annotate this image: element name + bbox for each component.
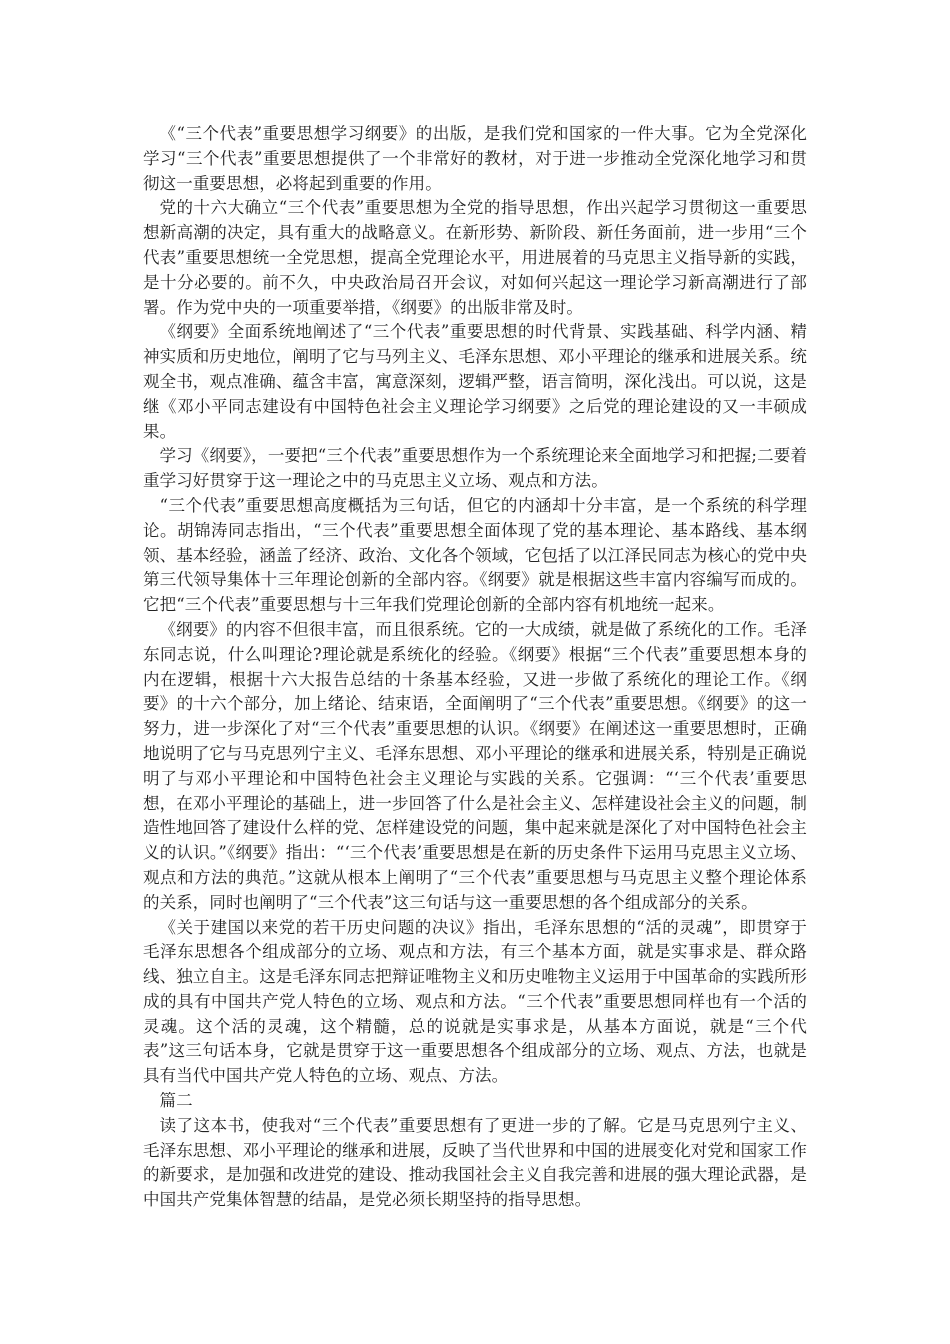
paragraph-4: 学习《纲要》，一要把“三个代表”重要思想作为一个系统理论来全面地学习和把握;二要着重学习好贯穿于这一理论之中的马克思主义立场、观点和方法。 bbox=[143, 446, 807, 491]
paragraph-6: 《纲要》的内容不但很丰富，而且很系统。它的一大成绩，就是做了系统化的工作。毛泽东同志说，什么叫理论?理论就是系统化的经验。《纲要》根据“三个代表”重要思想本身的内在逻辑，根据十六大报告总结的十条基本经验，又进一步做了系统化的理论工作。《纲要》的十六个部分，加上绪论、结束语，全面阐明了“三个代表”重要思想。《纲要》的这一努力，进一步深化了对“三个代表”重要思想的认识。《纲要》在阐述这一重要思想时，正确地说明了它与马克思列宁主义、毛泽东思想、邓小平理论的继承和进展关系，特别是正确说明了与邓小平理论和中国特色社会主义理论与实践的关系。它强调：“‘三个代表’重要思想，在邓小平理论的基础上，进一步回答了什么是社会主义、怎样建设社会主义的问题，制造性地回答了建设什么样的党、怎样建设党的问题，集中起来就是深化了对中国特色社会主义的认识。”《纲要》指出：“‘三个代表’重要思想是在新的历史条件下运用马克思主义立场、观点和方法的典范。”这就从根本上阐明了“三个代表”重要思想与马克思主义整个理论体系的关系，同时也阐明了“三个代表”这三句话与这一重要思想的各个组成部分的关系。 bbox=[143, 619, 807, 912]
section-heading-part-two: 篇二 bbox=[159, 1091, 193, 1111]
paragraph-5: “三个代表”重要思想高度概括为三句话，但它的内涵却十分丰富，是一个系统的科学理论。胡锦涛同志指出，“三个代表”重要思想全面体现了党的基本理论、基本路线、基本纲领、基本经验，涵盖了经济、政治、文化各个领域，它包括了以江泽民同志为核心的党中央第三代领导集体十三年理论创新的全部内容。《纲要》就是根据这些丰富内容编写而成的。它把“三个代表”重要思想与十三年我们党理论创新的全部内容有机地统一起来。 bbox=[143, 495, 807, 615]
paragraph-8: 读了这本书，使我对“三个代表”重要思想有了更进一步的了解。它是马克思列宁主义、毛泽东思想、邓小平理论的继承和进展，反映了当代世界和中国的进展变化对党和国家工作的新要求，是加强和改进党的建设、推动我国社会主义自我完善和进展的强大理论武器，是中国共产党集体智慧的结晶，是党必须长期坚持的指导思想。 bbox=[143, 1115, 807, 1210]
paragraph-3: 《纲要》全面系统地阐述了“三个代表”重要思想的时代背景、实践基础、科学内涵、精神实质和历史地位，阐明了它与马列主义、毛泽东思想、邓小平理论的继承和进展关系。统观全书，观点准确、蕴含丰富，寓意深刻，逻辑严整，语言简明，深化浅出。可以说，这是继《邓小平同志建设有中国特色社会主义理论学习纲要》之后党的理论建设的又一丰硕成果。 bbox=[143, 322, 807, 441]
paragraph-1: 《“三个代表”重要思想学习纲要》的出版，是我们党和国家的一件大事。它为全党深化学习“三个代表”重要思想提供了一个非常好的教材，对于进一步推动全党深化地学习和贯彻这一重要思想，必将起到重要的作用。 bbox=[143, 124, 807, 193]
document-body bbox=[143, 122, 807, 1213]
paragraph-2: 党的十六大确立“三个代表”重要思想为全党的指导思想，作出兴起学习贯彻这一重要思想新高潮的决定，具有重大的战略意义。在新形势、新阶段、新任务面前，进一步用“三个代表”重要思想统一全党思想，提高全党理论水平，用进展着的马克思主义指导新的实践，是十分必要的。前不久，中央政治局召开会议，对如何兴起这一理论学习新高潮进行了部署。作为党中央的一项重要举措，《纲要》的出版非常及时。 bbox=[143, 198, 807, 317]
paragraph-7: 《关于建国以来党的若干历史问题的决议》指出，毛泽东思想的“活的灵魂”，即贯穿于毛泽东思想各个组成部分的立场、观点和方法，有三个基本方面，就是实事求是、群众路线、独立自主。这是毛泽东同志把辩证唯物主义和历史唯物主义运用于中国革命的实践所形成的具有中国共产党人特色的立场、观点和方法。“三个代表”重要思想同样也有一个活的灵魂。这个活的灵魂，这个精髓，总的说就是实事求是，从基本方面说，就是“三个代表”这三句话本身，它就是贯穿于这一重要思想各个组成部分的立场、观点、方法，也就是具有当代中国共产党人特色的立场、观点、方法。 bbox=[143, 917, 807, 1086]
